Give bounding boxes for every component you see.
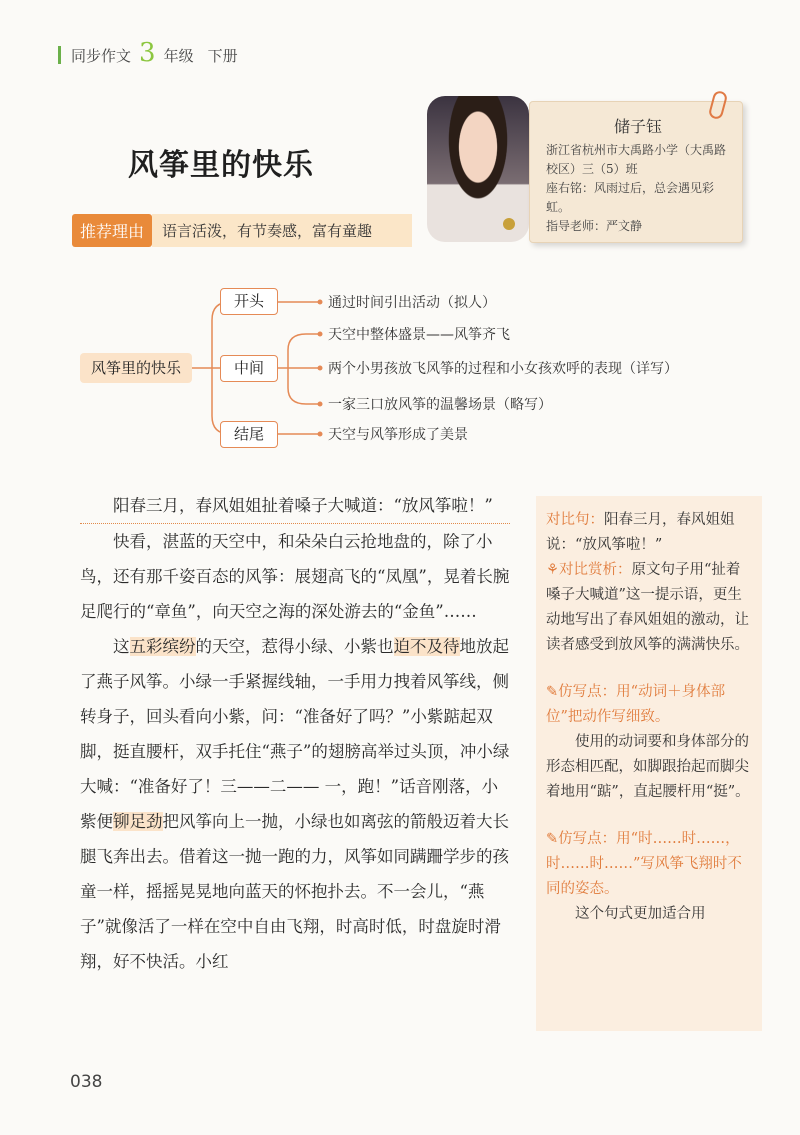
photo-badge bbox=[503, 218, 515, 230]
note-label: 仿写点：用“动词＋身体部位”把动作写细致。 bbox=[546, 684, 726, 725]
mindmap-item: 天空与风筝形成了美景 bbox=[328, 427, 468, 443]
note-label: 仿写点：用“时……时……，时……时……”写风筝飞翔时不同的姿态。 bbox=[546, 831, 742, 897]
p3-highlight: 迫不及待 bbox=[393, 637, 460, 656]
note-label: 对比赏析： bbox=[559, 562, 632, 578]
p3-text: 这 bbox=[113, 637, 130, 656]
pencil-icon: ✎ bbox=[546, 831, 559, 847]
mindmap-item: 两个小男孩放飞风筝的过程和小女孩欢呼的表现（详写） bbox=[328, 361, 678, 377]
mindmap-item: 通过时间引出活动（拟人） bbox=[328, 295, 496, 311]
note-text: 原文句子用“扯着嗓子大喊道”这一提示语，更生动地写出了春风姐姐的激动，让读者感受到放风筝的满满快乐。 bbox=[546, 562, 749, 653]
essay-body bbox=[80, 488, 510, 979]
p3-highlight: 铆足劲 bbox=[113, 812, 163, 831]
note-text: 这个句式更加适合用 bbox=[575, 906, 706, 922]
author-school: 浙江省杭州市大禹路小学（大禹路校区）三（5）班 bbox=[546, 143, 727, 176]
note-analysis bbox=[546, 558, 752, 658]
p3-text: 把风筝向上一抛，小绿也如离弦的箭般迈着大长腿飞奔出去。借着这一抛一跑的力，风筝如同蹒跚学步的孩童一样，摇摇晃晃地向蓝天的怀抱扑去。不一会儿，“燕子”就像活了一样在空中自由飞翔，时高时低，时盘旋时滑翔，好不快活。小红 bbox=[80, 812, 509, 971]
mindmap-item: 一家三口放风筝的温馨场景（略写） bbox=[328, 397, 552, 413]
author-card bbox=[529, 101, 743, 243]
volume-label: 下册 bbox=[207, 47, 238, 65]
pencil-icon: ✎ bbox=[546, 684, 559, 700]
note-imitate-2 bbox=[546, 827, 752, 902]
note-text: 使用的动词要和身体部分的形态相匹配，如脚跟抬起而脚尖着地用“踮”，直起腰杆用“挺”。 bbox=[546, 734, 750, 800]
sprout-icon: ⚘ bbox=[546, 562, 559, 578]
page-number: 038 bbox=[70, 1072, 103, 1092]
p3-highlight: 五彩缤纷 bbox=[129, 637, 196, 656]
essay-title: 风筝里的快乐 bbox=[128, 148, 314, 183]
p3-text: 的天空，惹得小绿、小紫也 bbox=[195, 637, 394, 656]
book-title: 同步作文 bbox=[71, 47, 132, 65]
recommend-reason bbox=[72, 214, 412, 247]
page-header bbox=[58, 40, 238, 70]
paragraph-2: 快看，湛蓝的天空中，和朵朵白云抢地盘的，除了小鸟，还有那千姿百态的风筝：展翅高飞的“凤凰”，晃着长腕足爬行的“章鱼”，向天空之海的深处游去的“金鱼”…… bbox=[80, 532, 510, 621]
note-compare bbox=[546, 508, 752, 558]
author-teacher: 指导老师：严文静 bbox=[546, 219, 643, 233]
author-name: 储子钰 bbox=[613, 117, 662, 136]
paragraph-3 bbox=[80, 629, 510, 979]
note-imitate-1 bbox=[546, 680, 752, 730]
paragraph-1: 阳春三月，春风姐姐扯着嗓子大喊道：“放风筝啦！” bbox=[80, 488, 510, 524]
mindmap-item: 天空中整体盛景——风筝齐飞 bbox=[328, 327, 510, 343]
author-motto: 座右铭：风雨过后，总会遇见彩虹。 bbox=[546, 181, 715, 214]
reason-text: 语言活泼，有节奏感，富有童趣 bbox=[152, 214, 412, 247]
author-photo bbox=[427, 96, 529, 242]
mindmap-node-start: 开头 bbox=[220, 288, 278, 315]
grade-label: 年级 bbox=[163, 47, 194, 65]
mind-map bbox=[60, 275, 780, 460]
mindmap-root: 风筝里的快乐 bbox=[80, 353, 192, 383]
grade-number: 3 bbox=[139, 38, 156, 68]
note-text: 阳春三月，春风姐姐说：“放风筝啦！” bbox=[546, 512, 735, 553]
p3-text: 地放起了燕子风筝。小绿一手紧握线轴，一手用力拽着风筝线，侧转身子，回头看向小紫，问：“准备好了吗？”小紫踮起双脚，挺直腰杆，双手托住“燕子”的翅膀高举过头顶，冲小绿大喊：“准备好了！三——二—— 一，跑！”话音刚落，小紫便 bbox=[80, 637, 510, 831]
side-notes bbox=[536, 496, 762, 1031]
reason-tag: 推荐理由 bbox=[72, 214, 152, 247]
mindmap-node-end: 结尾 bbox=[220, 421, 278, 448]
mindmap-node-middle: 中间 bbox=[220, 355, 278, 382]
note-label: 对比句： bbox=[546, 512, 604, 528]
header-bar bbox=[58, 46, 61, 64]
